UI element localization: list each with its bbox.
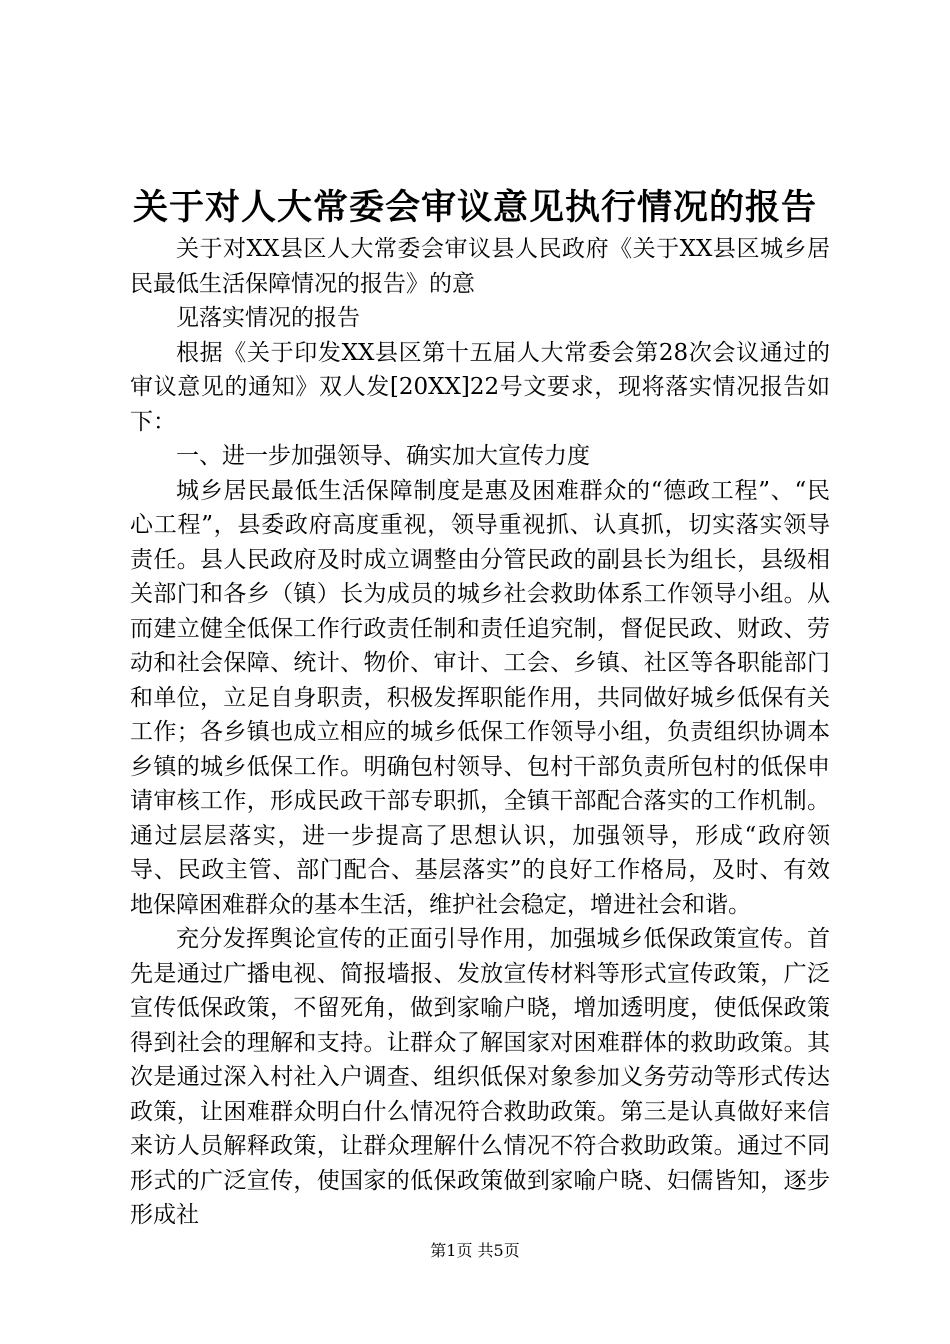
section-heading-1: 一、进一步加强领导、确实加大宣传力度 xyxy=(176,443,590,469)
paragraph-basis: 根据《关于印发XX县区第十五届人大常委会第28次会议通过的审议意见的通知》双人发[20XX]22号文要求，现将落实情况报告如下： xyxy=(130,339,830,435)
paragraph-leadership: 城乡居民最低生活保障制度是惠及困难群众的“德政工程”、“民心工程”，县委政府高度重视，领导重视抓、认真抓，切实落实领导责任。县人民政府及时成立调整由分管民政的副县长为组长，县级相关部门和各乡（镇）长为成员的城乡社会救助体系工作领导小组。从而建立健全低保工作行政责任制和责任追究制，督促民政、财政、劳动和社会保障、统计、物价、审计、工会、乡镇、社区等各职能部门和单位，立足自身职责，积极发挥职能作用，共同做好城乡低保有关工作；各乡镇也成立相应的城乡低保工作领导小组，负责组织协调本乡镇的城乡低保工作。明确包村领导、包村干部负责所包村的低保申请审核工作，形成民政干部专职抓，全镇干部配合落实的工作机制。通过层层落实，进一步提高了思想认识，加强领导，形成“政府领导、民政主管、部门配合、基层落实”的良好工作格局，及时、有效地保障困难群众的基本生活，维护社会稳定，增进社会和谐。 xyxy=(130,477,830,918)
paragraph-intro-continued: 见落实情况的报告 xyxy=(176,305,360,331)
document-title: 关于对人大常委会审议意见执行情况的报告 xyxy=(132,187,817,228)
paragraph-publicity: 充分发挥舆论宣传的正面引导作用，加强城乡低保政策宣传。首先是通过广播电视、简报墙报、发放宣传材料等形式宣传政策，广泛宣传低保政策，不留死角，做到家喻户晓，增加透明度，使低保政策得到社会的理解和支持。让群众了解国家对困难群体的救助政策。其次是通过深入村社入户调查、组织低保对象参加义务劳动等形式传达政策，让困难群众明白什么情况符合救助政策。第三是认真做好来信来访人员解释政策，让群众理解什么情况不符合救助政策。通过不同形式的广泛宣传，使国家的低保政策做到家喻户晓、妇儒皆知，逐步形成社 xyxy=(130,926,830,1228)
paragraph-intro: 关于对XX县区人大常委会审议县人民政府《关于XX县区城乡居民最低生活保障情况的报告》的意 xyxy=(130,236,830,297)
document-body xyxy=(130,232,830,1233)
page-footer: 第1页 共5页 xyxy=(430,1241,520,1260)
